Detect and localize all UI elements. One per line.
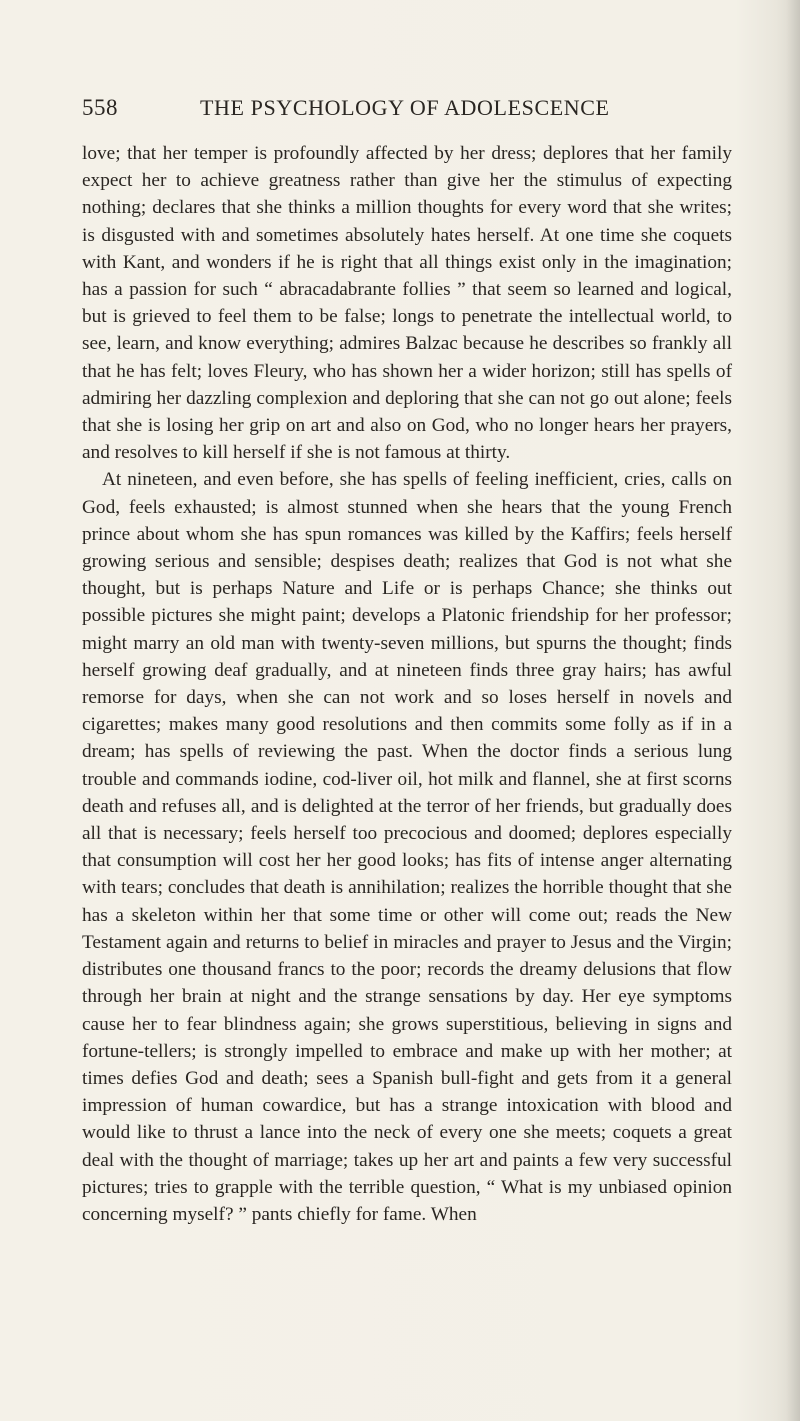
running-head bbox=[82, 95, 732, 129]
running-title: THE PSYCHOLOGY OF ADOLESCENCE bbox=[200, 95, 610, 120]
page-number: 558 bbox=[82, 95, 118, 120]
page-edge-shadow bbox=[786, 0, 800, 1421]
paragraph-continued: love; that her temper is profoundly affected by her dress; deplores that her family expect her to achieve greatness rather than give her the stimulus of expecting nothing; declares that she thinks a million thoughts for every word that she writes; is disgusted with and sometimes absolutely hates herself. At one time she coquets with Kant, and wonders if he is right that all things exist only in the imagination; has a passion for such “ abracadabrante follies ” that seem so learned and logical, but is grieved to feel them to be false; longs to penetrate the intellectual world, to see, learn, and know everything; admires Balzac because he describes so frankly all that he has felt; loves Fleury, who has shown her a wider horizon; still has spells of admiring her dazzling complexion and deploring that she can not go out alone; feels that she is losing her grip on art and also on God, who no longer hears her prayers, and resolves to kill herself if she is not famous at thirty. bbox=[82, 143, 732, 464]
paragraph-at-nineteen: At nineteen, and even before, she has spells of feeling inefficient, cries, calls on God, feels exhausted; is almost stunned when she hears that the young French prince about whom she has spun romances was killed by the Kaffirs; feels herself growing serious and sensible; despises death; realizes that God is not what she thought, but is perhaps Nature and Life or is perhaps Chance; she thinks out possible pictures she might paint; develops a Platonic friendship for her professor; might marry an old man with twenty-seven millions, but spurns the thought; finds herself growing deaf gradually, and at nineteen finds three gray hairs; has awful remorse for days, when she can not work and so loses herself in novels and cigarettes; makes many good resolutions and then commits some folly as if in a dream; has spells of reviewing the past. When the doctor finds a serious lung trouble and commands iodine, cod-liver oil, hot milk and flannel, she at first scorns death and refuses all, and is delighted at the terror of her friends, but gradually does all that is necessary; feels herself too precocious and doomed; deplores especially that consumption will cost her her good looks; has fits of intense anger alternating with tears; concludes that death is annihilation; realizes the horrible thought that she has a skeleton within her that some time or other will come out; reads the New Testament again and returns to belief in miracles and prayer to Jesus and the Virgin; distributes one thousand francs to the poor; records the dreamy delusions that flow through her brain at night and the strange sensations by day. Her eye symptoms cause her to fear blindness again; she grows superstitious, believing in signs and fortune-tellers; is strongly impelled to embrace and make up with her mother; at times defies God and death; sees a Spanish bull-fight and gets from it a general impression of human cowardice, but has a strange intoxication with blood and would like to thrust a lance into the neck of every one she meets; coquets a great deal with the thought of marriage; takes up her art and paints a few very successful pictures; tries to grapple with the terrible question, “ What is my unbiased opinion concerning myself? ” pants chiefly for fame. When bbox=[82, 469, 732, 1225]
body-text bbox=[82, 140, 732, 1228]
